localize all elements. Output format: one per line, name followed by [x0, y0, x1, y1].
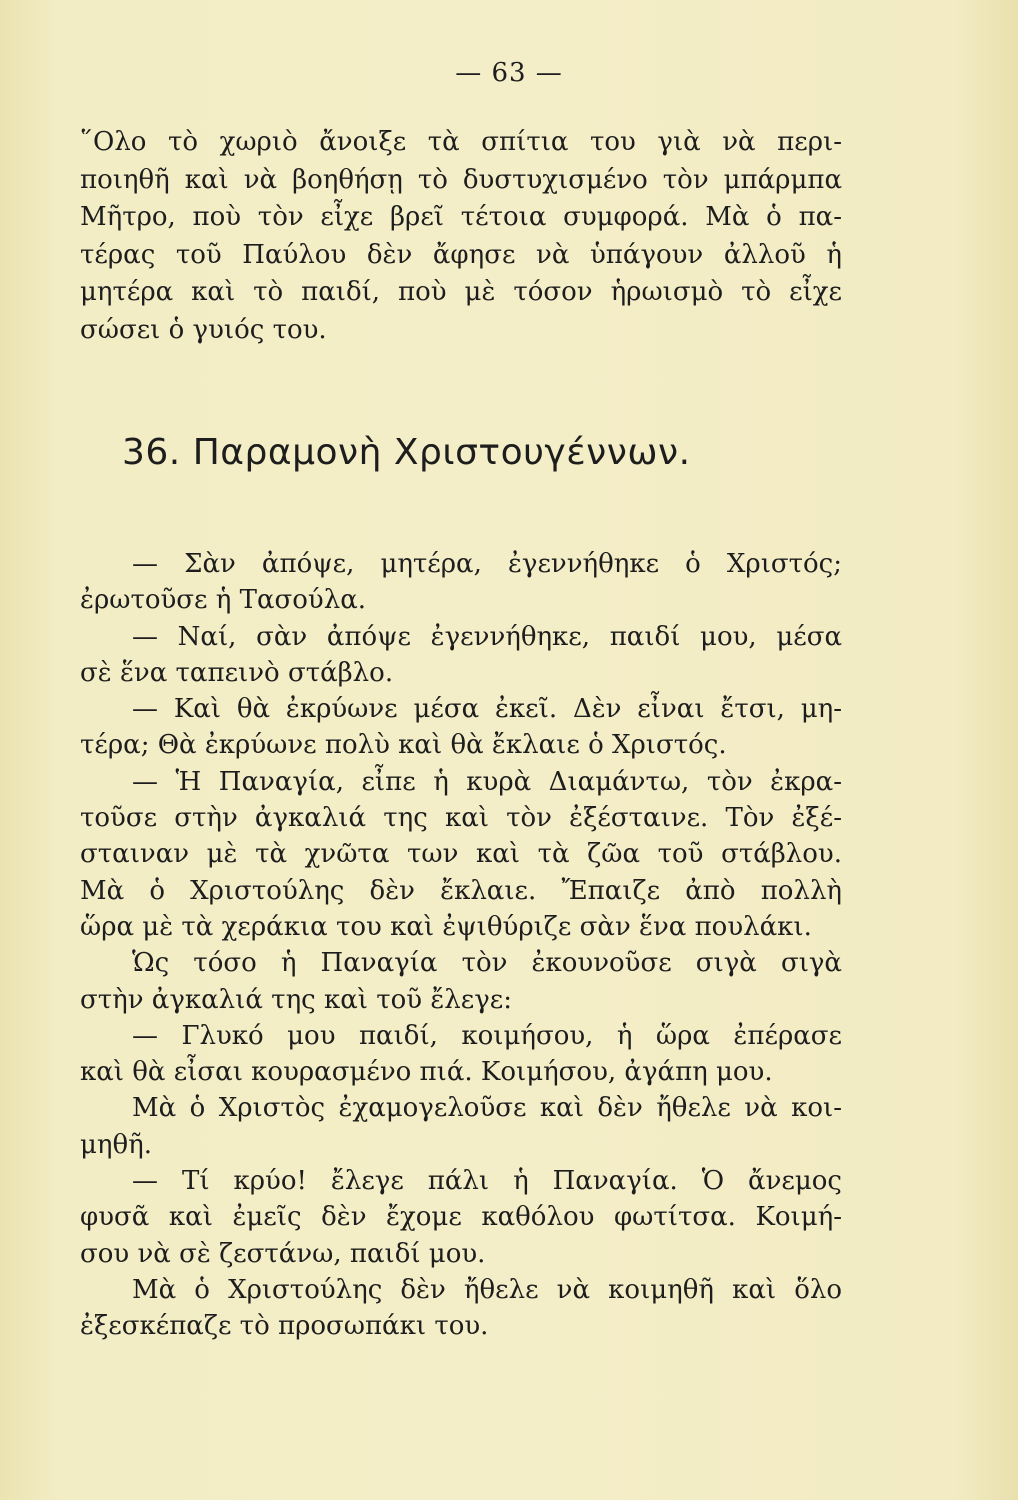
text-line: — Σὰν ἀπόψε, μητέρα, ἐγεννήθηκε ὁ Χριστός; — [132, 549, 842, 579]
text-line: Μὰ ὁ Χριστούλης δὲν ἤθελε νὰ κοιμηθῆ καὶ ὅλο — [132, 1274, 842, 1305]
text-line: — Ἡ Παναγία, εἶπε ἡ κυρὰ Διαμάντω, τὸν ἐκρα- — [132, 766, 842, 797]
text-line: — Γλυκό μου παιδί, κοιμήσου, ἡ ὥρα ἐπέρασε — [132, 1020, 842, 1051]
intro-paragraph — [80, 124, 842, 349]
text-line: σώσει ὁ γυιός του. — [80, 314, 327, 345]
text-line: φυσᾶ καὶ ἐμεῖς δὲν ἔχομε καθόλου φωτίτσα. Κοιμή- — [80, 1202, 842, 1233]
text-line: τέρα; Θὰ ἐκρύωνε πολὺ καὶ θὰ ἔκλαιε ὁ Χριστός. — [80, 730, 727, 761]
text-line: — Τί κρύο! ἔλεγε πάλι ἡ Παναγία. Ὁ ἄνεμος — [132, 1166, 842, 1197]
text-line: Μῆτρο, ποὺ τὸν εἶχε βρεῖ τέτοια συμφορά. Μὰ ὁ πα- — [80, 202, 842, 232]
text-line: τοῦσε στὴν ἀγκαλιά της καὶ τὸν ἐξέσταινε. Τὸν ἐξέ- — [80, 803, 842, 834]
story-text — [80, 546, 842, 1345]
text-line: ὥρα μὲ τὰ χεράκια του καὶ ἐψιθύριζε σὰν ἕνα πουλάκι. — [80, 911, 812, 942]
text-line: μητέρα καὶ τὸ παιδί, ποὺ μὲ τόσον ἡρωισμὸ τὸ εἶχε — [80, 277, 842, 307]
text-line: ἐξεσκέπαζε τὸ προσωπάκι του. — [80, 1311, 489, 1342]
text-line: καὶ θὰ εἶσαι κουρασμένο πιά. Κοιμήσου, ἀγάπη μου. — [80, 1057, 773, 1088]
text-line: — Καὶ θὰ ἐκρύωνε μέσα ἐκεῖ. Δὲν εἶναι ἔτσι, μη- — [132, 694, 842, 725]
text-line: — Ναί, σὰν ἀπόψε ἐγεννήθηκε, παιδί μου, μέσα — [132, 621, 842, 652]
text-line: σταιναν μὲ τὰ χνῶτα των καὶ τὰ ζῶα τοῦ στάβλου. — [80, 839, 842, 870]
text-line: Ὡς τόσο ἡ Παναγία τὸν ἐκουνοῦσε σιγὰ σιγὰ — [132, 948, 842, 979]
text-line: σου νὰ σὲ ζεστάνω, παιδί μου. — [80, 1238, 486, 1269]
text-line: μηθῆ. — [80, 1129, 152, 1160]
text-line: στὴν ἀγκαλιά της καὶ τοῦ ἔλεγε: — [80, 984, 513, 1015]
chapter-heading: 36. Παραμονὴ Χριστουγέννων. — [122, 432, 691, 473]
text-line: σὲ ἕνα ταπεινὸ στάβλο. — [80, 657, 394, 688]
text-line: τέρας τοῦ Παύλου δὲν ἄφησε νὰ ὑπάγουν ἀλλοῦ ἡ — [80, 239, 842, 270]
text-line: ῞Ολο τὸ χωριὸ ἄνοιξε τὰ σπίτια του γιὰ νὰ περι- — [80, 127, 842, 157]
text-line: Μὰ ὁ Χριστὸς ἐχαμογελοῦσε καὶ δὲν ἤθελε νὰ κοι- — [132, 1093, 842, 1124]
text-line: Μὰ ὁ Χριστούλης δὲν ἔκλαιε. Ἔπαιζε ἀπὸ πολλὴ — [80, 875, 842, 906]
text-line: ποιηθῆ καὶ νὰ βοηθήσῃ τὸ δυστυχισμένο τὸν μπάρμπα — [80, 164, 842, 195]
text-line: ἐρωτοῦσε ἡ Τασούλα. — [80, 585, 367, 616]
page-number: — 63 — — [455, 58, 563, 88]
